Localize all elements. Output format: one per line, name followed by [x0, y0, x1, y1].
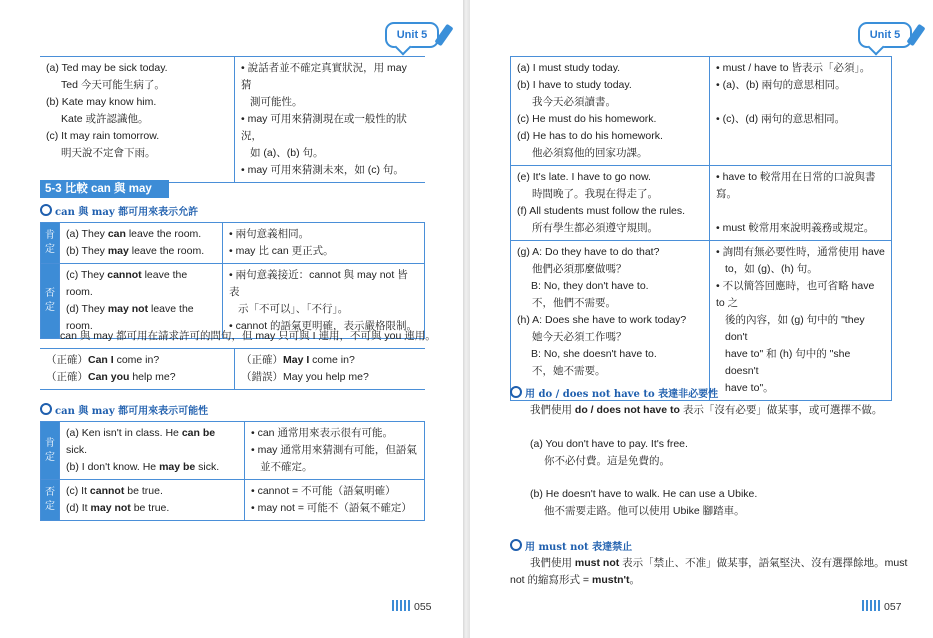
prohibition-explanation: 我們使用 must not 表示「禁止、不准」做某事，語氣堅決、沒有選擇餘地。must [530, 557, 908, 569]
unit-tag-right: Unit 5 [858, 22, 912, 48]
perm-example: (b) They may leave the room. [66, 245, 205, 257]
t1-line: (a) Ted may be sick today. [46, 62, 168, 74]
rc-line: 不，她不需要。 [532, 365, 606, 377]
t1-note: 測可能性。 [250, 96, 303, 108]
right-page [470, 0, 933, 638]
perm-note: • may 比 can 更正式。 [229, 245, 334, 257]
perm-note: • cannot 的語氣更明確，表示嚴格限制。 [229, 320, 418, 332]
ra-line: (d) He has to do his homework. [517, 130, 663, 142]
example-a: (a) You don't have to pay. It's free. 你不必付費。這是免費的。 [530, 438, 688, 467]
request-note: can 與 may 都可用在請求許可的問句，但 may 只可與 I 連用，不可與 you 連用。 [60, 330, 436, 342]
rc-line: B: No, she doesn't have to. [531, 348, 657, 360]
t1-note: • 說話者並不確定真實狀況，用 may 猜 [241, 62, 407, 91]
rc-line: (h) A: Does she have to work today? [517, 314, 687, 326]
poss-note: • cannot = 不可能（語氣明確） [251, 485, 396, 497]
page-number-left: 055 [392, 600, 432, 613]
example-b: (b) He doesn't have to walk. He can use a Ubike. 他不需要走路。他可以使用 Ubike 腳踏車。 [530, 488, 758, 517]
left-page [0, 0, 463, 638]
must-have-to-table [510, 56, 892, 401]
possibility-table [40, 421, 425, 521]
perm-note: • 兩句意義接近：cannot 與 may not 皆表 [229, 269, 408, 298]
mustnt-contraction: not 的縮寫形式 = mustn't。 [510, 574, 640, 586]
subheading-possibility: can 與 may 都可用來表示可能性 [40, 402, 208, 417]
rb-note: • have to 較常用在日常的口說與書寫。 [716, 171, 876, 200]
t1-note: 如 (a)、(b) 句。 [250, 147, 324, 159]
t1-line: (b) Kate may know him. [46, 96, 157, 108]
t1-note: • may 可用來猜測未來，如 (c) 句。 [241, 164, 404, 176]
poss-example: (b) I don't know. He may be sick. [66, 461, 220, 473]
book-icon [862, 600, 882, 611]
rc-line: B: No, they don't have to. [531, 280, 649, 292]
t1-line: 明天說不定會下雨。 [61, 147, 156, 159]
perm-example: (c) They cannot leave the room. [66, 269, 188, 298]
book-gutter [463, 0, 470, 638]
rb-line: 時間晚了。我現在得走了。 [532, 188, 658, 200]
rc-note: have to" 和 (h) 句中的 "she doesn't [725, 348, 851, 377]
rc-line: 他們必須那麼做嗎？ [532, 263, 627, 275]
affirmative-label: 肯 定 [41, 422, 60, 480]
rc-note: have to"。 [725, 382, 774, 394]
ra-note: • must / have to 皆表示「必須」。 [716, 62, 871, 74]
ra-line: (a) I must study today. [517, 62, 621, 74]
unit-tag-left: Unit 5 [385, 22, 439, 48]
may-guess-table [40, 56, 425, 183]
poss-example: (c) It cannot be true. [66, 485, 163, 497]
magnifier-icon [40, 403, 52, 415]
negative-label: 否 定 [41, 480, 60, 521]
magnifier-icon [510, 386, 522, 398]
ra-note: • (a)、(b) 兩句的意思相同。 [716, 79, 846, 91]
negative-label: 否 定 [41, 264, 60, 339]
perm-note: • 兩句意義相同。 [229, 228, 310, 240]
rc-line: 她今天必須工作嗎？ [532, 331, 627, 343]
t1-line: Kate 或許認識他。 [61, 113, 149, 125]
rc-note: • 詢問有無必要性時，通常使用 have [716, 246, 885, 258]
magnifier-icon [40, 204, 52, 216]
t1-note: • may 可用來猜測現在或一般性的狀況， [241, 113, 407, 142]
poss-note: • can 通常用來表示很有可能。 [251, 427, 393, 439]
request-table [40, 348, 425, 390]
t1-line: (c) It may rain tomorrow. [46, 130, 160, 142]
subheading-permission: can 與 may 都可用來表示允許 [40, 203, 198, 218]
permission-table [40, 222, 425, 339]
section-title: 5-3 比較 can 與 may [40, 180, 169, 198]
book-icon [392, 600, 412, 611]
magnifier-icon [510, 539, 522, 551]
poss-note: • may not = 可能不（語氣不確定） [251, 502, 412, 514]
request-example: （正確）Can I come in? [46, 354, 160, 366]
subheading-not-necessary: 用 do / does not have to 表達非必要性 [510, 385, 718, 400]
ra-note: • (c)、(d) 兩句的意思相同。 [716, 113, 846, 125]
ra-line: 他必須寫他的回家功課。 [532, 147, 648, 159]
request-example: （正確）May I come in? [241, 354, 355, 366]
subheading-prohibition: 用 must not 表達禁止 [510, 538, 632, 553]
perm-note: 示「不可以」、「不行」。 [238, 303, 349, 315]
rc-line: 不，他們不需要。 [532, 297, 616, 309]
rb-line: (e) It's late. I have to go now. [517, 171, 651, 183]
affirmative-label: 肯 定 [41, 223, 60, 264]
perm-example: (a) They can leave the room. [66, 228, 202, 240]
rb-line: (f) All students must follow the rules. [517, 205, 686, 217]
poss-note: • may 通常用來猜測有可能，但語氣 [251, 444, 417, 456]
rc-note: 後的內容，如 (g) 句中的 "they don't [725, 314, 865, 343]
ra-line: 我今天必須讀書。 [532, 96, 616, 108]
page-number-right: 057 [862, 600, 902, 613]
rb-line: 所有學生都必須遵守規則。 [532, 222, 658, 234]
rc-note: to，如 (g)、(h) 句。 [725, 263, 818, 275]
poss-note: 並不確定。 [260, 461, 313, 473]
not-necessary-explanation: 我們使用 do / does not have to 表示「沒有必要」做某事，或可選擇不做。 [530, 404, 883, 416]
rc-line: (g) A: Do they have to do that? [517, 246, 660, 258]
perm-example: (d) They may not leave the room. [66, 303, 194, 332]
request-example: （錯誤）May you help me? [241, 371, 369, 383]
ra-line: (c) He must do his homework. [517, 113, 657, 125]
t1-line: Ted 今天可能生病了。 [61, 79, 165, 91]
poss-example: (a) Ken isn't in class. He can be sick. [66, 427, 216, 456]
ra-line: (b) I have to study today. [517, 79, 632, 91]
request-example: （正確）Can you help me? [46, 371, 176, 383]
rb-note: • must 較常用來說明義務或規定。 [716, 222, 875, 234]
rc-note: • 不以簡答回應時，也可省略 have to 之 [716, 280, 875, 309]
poss-example: (d) It may not be true. [66, 502, 170, 514]
